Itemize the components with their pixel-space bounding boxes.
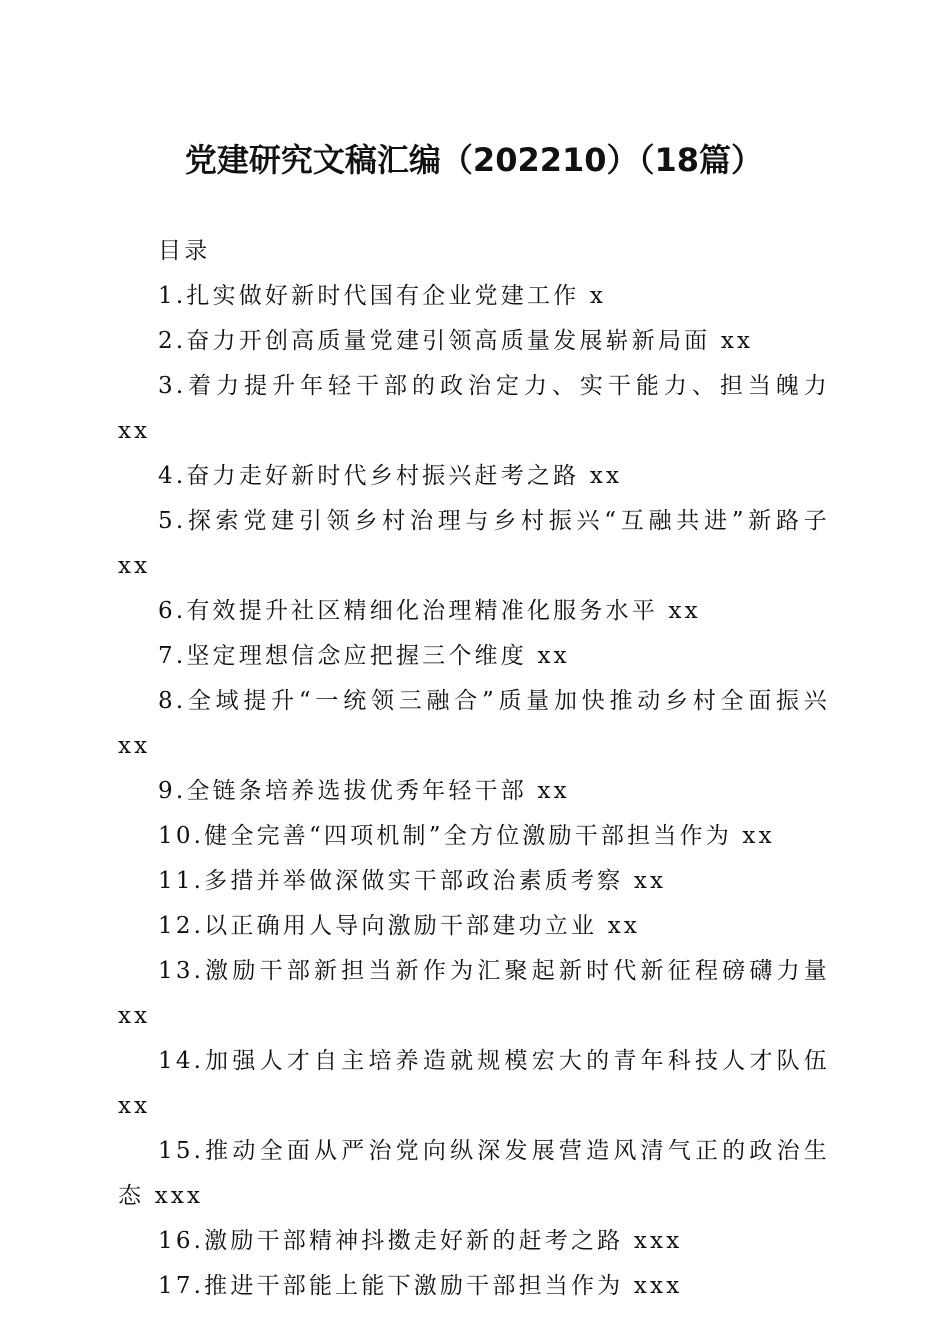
document-title: 党建研究文稿汇编（202210）（18篇）	[184, 141, 764, 179]
toc-item: 3.着力提升年轻干部的政治定力、实干能力、担当魄力 xx	[118, 373, 830, 444]
toc-item: 9.全链条培养选拔优秀年轻干部 xx	[158, 778, 570, 804]
toc-item: 16.激励干部精神抖擞走好新的赶考之路 xxx	[158, 1228, 683, 1254]
toc-item: 11.多措并举做深做实干部政治素质考察 xx	[158, 868, 667, 894]
toc-item: 5.探索党建引领乡村治理与乡村振兴“互融共进”新路子 xx	[118, 508, 830, 579]
toc-item: 4.奋力走好新时代乡村振兴赶考之路 xx	[158, 463, 623, 489]
toc-item: 12.以正确用人导向激励干部建功立业 xx	[158, 913, 641, 939]
toc-item: 8.全域提升“一统领三融合”质量加快推动乡村全面振兴 xx	[118, 688, 830, 759]
toc-item: 17.推进干部能上能下激励干部担当作为 xxx	[158, 1273, 683, 1299]
toc-item: 10.健全完善“四项机制”全方位激励干部担当作为 xx	[158, 823, 775, 849]
toc-item: 7.坚定理想信念应把握三个维度 xx	[158, 643, 570, 669]
toc-item: 15.推动全面从严治党向纵深发展营造风清气正的政治生态 xxx	[118, 1138, 830, 1209]
toc-item: 2.奋力开创高质量党建引领高质量发展崭新局面 xx	[158, 328, 754, 354]
toc-item: 13.激励干部新担当新作为汇聚起新时代新征程磅礴力量 xx	[118, 958, 830, 1029]
toc-item: 14.加强人才自主培养造就规模宏大的青年科技人才队伍 xx	[118, 1048, 830, 1119]
toc-heading: 目录	[158, 238, 211, 264]
table-of-contents	[118, 229, 830, 1309]
toc-item: 1.扎实做好新时代国有企业党建工作 x	[158, 283, 607, 309]
toc-item: 6.有效提升社区精细化治理精准化服务水平 xx	[158, 598, 701, 624]
